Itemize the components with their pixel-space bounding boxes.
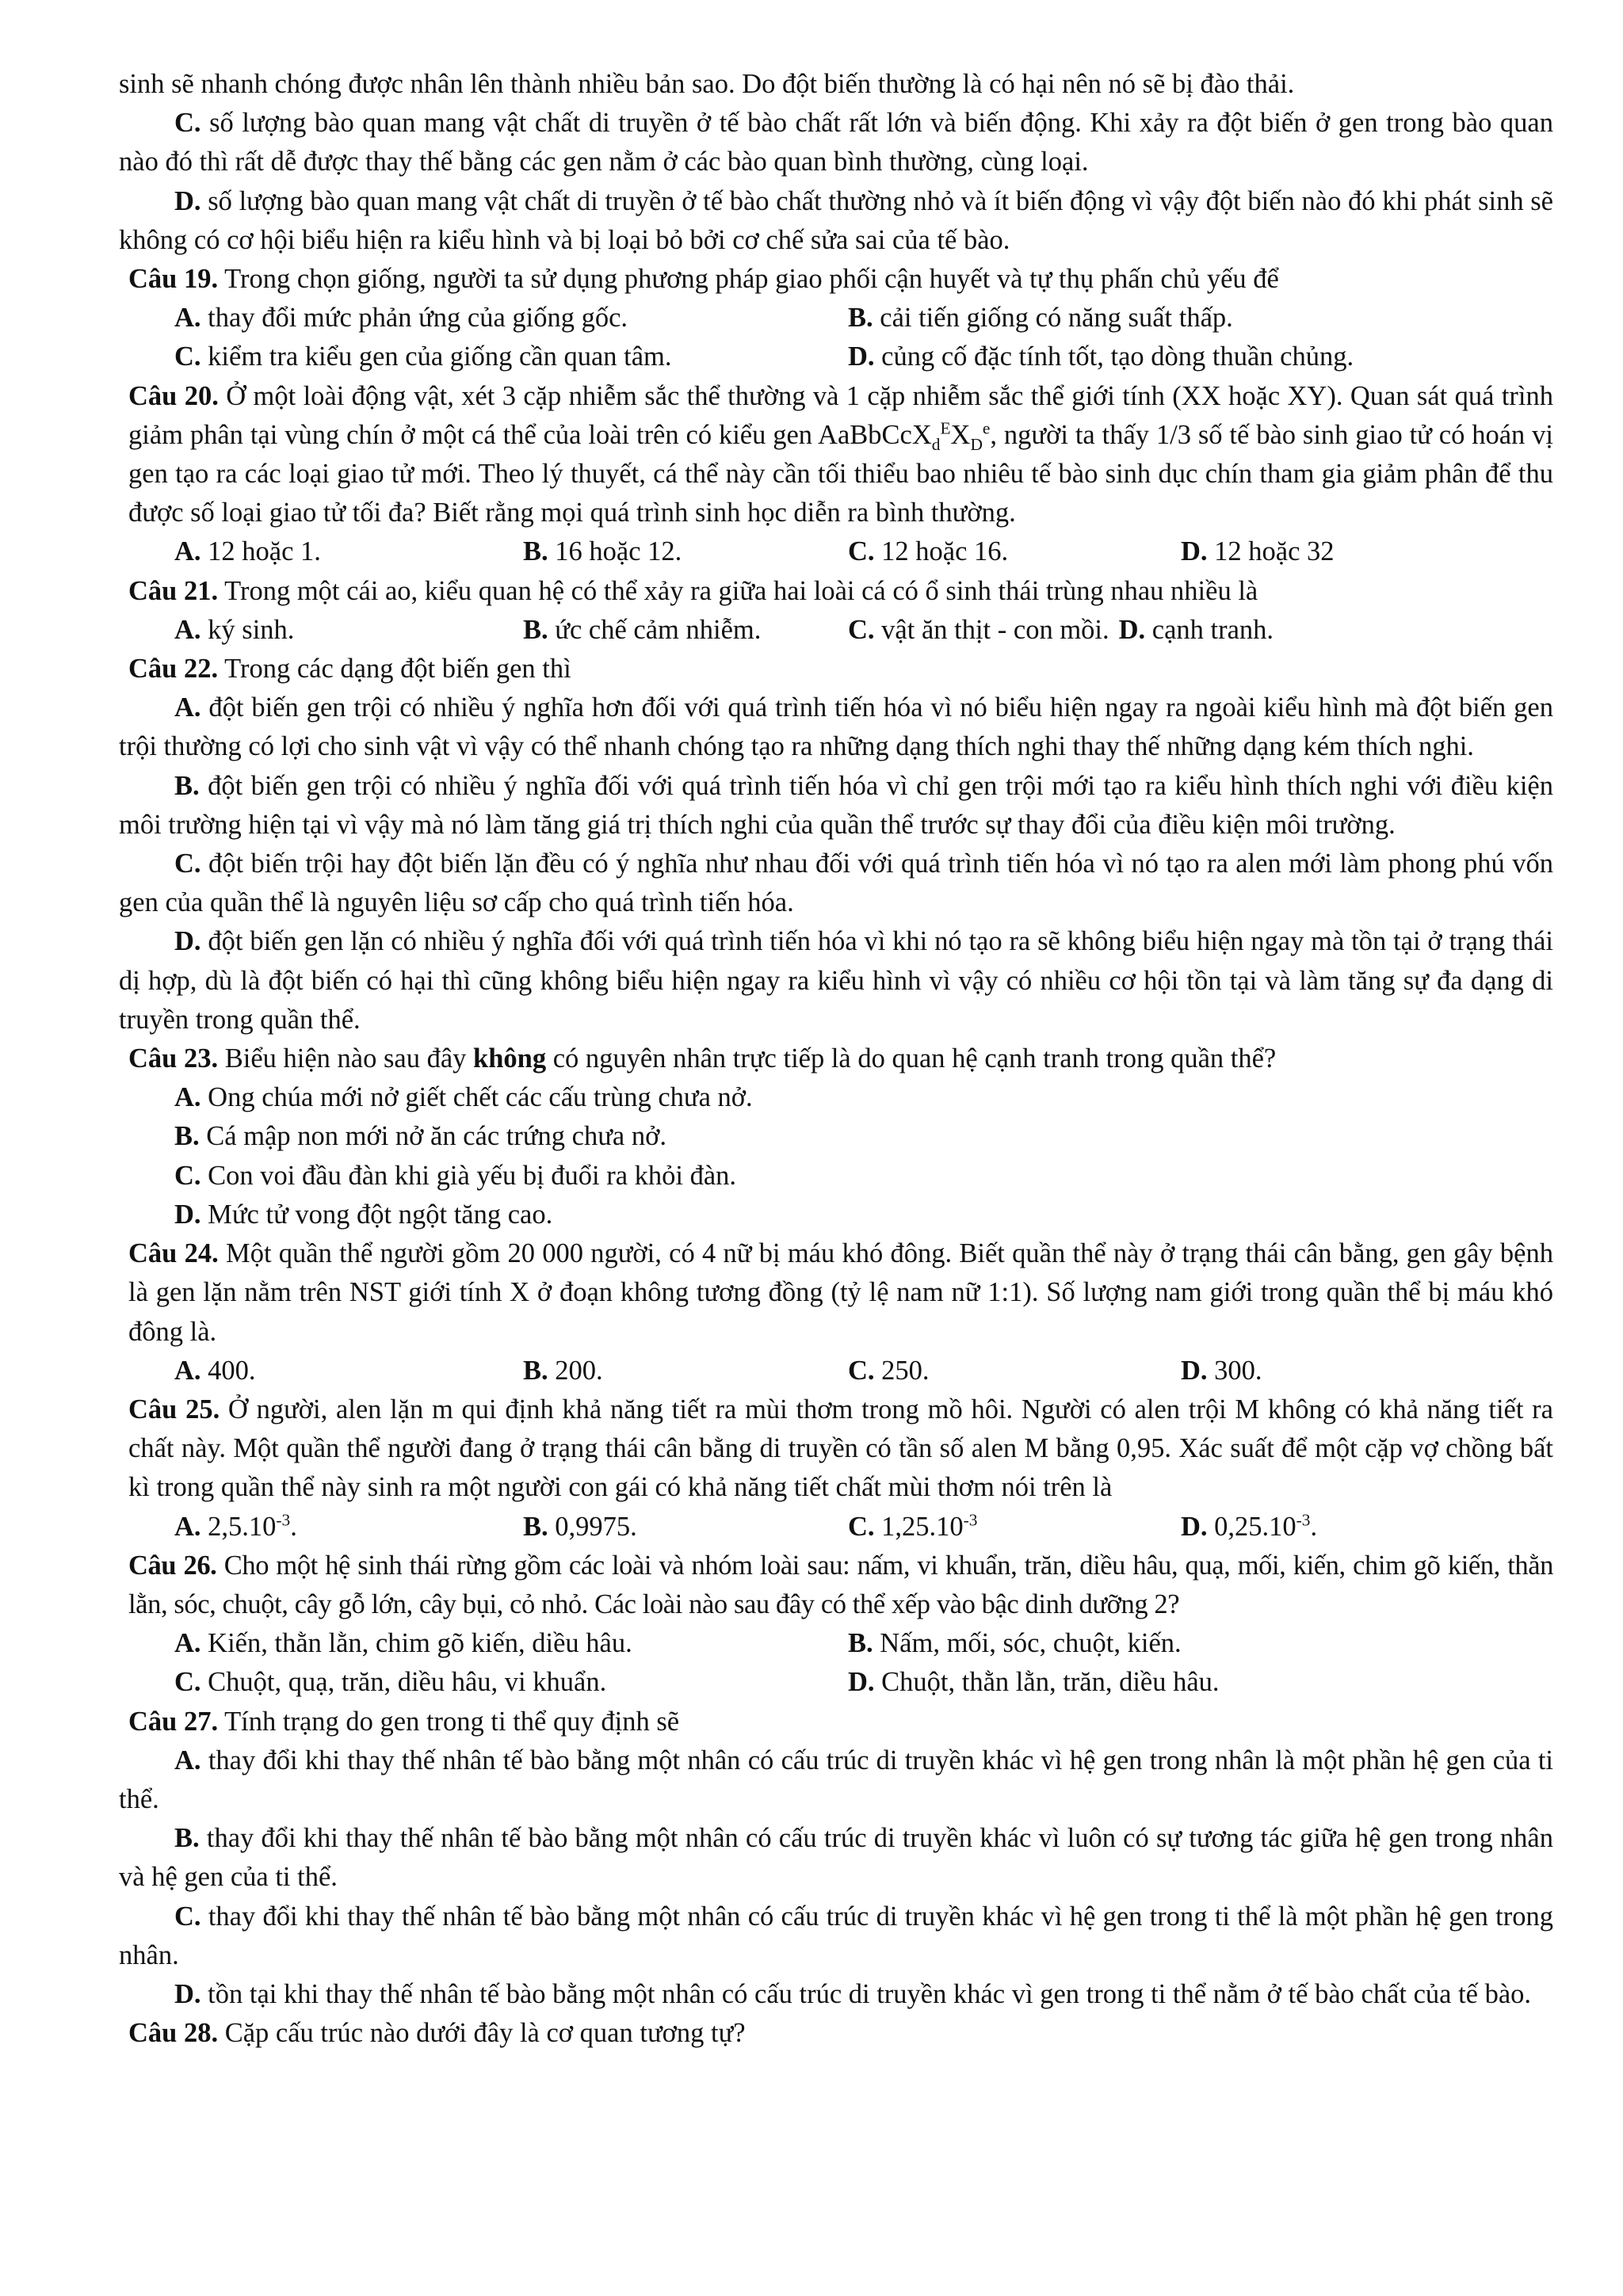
q27-option-a xyxy=(119,1741,1553,1819)
option-label: B. xyxy=(174,1823,200,1854)
q26-option-b xyxy=(848,1624,1182,1663)
option-label: C. xyxy=(174,108,201,139)
question-stem: Ở người, alen lặn m qui định khả năng tiết ra mùi thơm trong mồ hôi. Người có alen trội M không có khả năng tiết ra chất này. Một quần thể người đang ở trạng thái cân bằng di truyền có tần số alen M bằng 0,95. Xác suất để một cặp vợ chồng bất kì trong quần thể này sinh ra một người con gái có khả năng tiết chất mùi thơm nói trên là xyxy=(128,1394,1553,1503)
q19-option-d xyxy=(848,338,1354,376)
question-label: Câu 24. xyxy=(128,1238,219,1269)
option-text: ức chế cảm nhiễm. xyxy=(548,614,762,645)
q21-option-c xyxy=(848,611,1109,650)
option-text: cạnh tranh. xyxy=(1145,614,1274,645)
question-label: Câu 19. xyxy=(128,264,219,295)
option-label: D. xyxy=(174,1199,201,1230)
option-label: D. xyxy=(1118,614,1146,645)
q21-option-b xyxy=(523,611,848,650)
question-28 xyxy=(119,2014,1553,2053)
q24-option-c xyxy=(848,1352,1181,1390)
option-label: D. xyxy=(1181,1355,1208,1386)
option-text: số lượng bào quan mang vật chất di truyền ở tế bào chất thường nhỏ và ít biến động vì vậy đột biến nào đó khi phát sinh sẽ không có cơ hội biểu hiện ra kiểu hình và bị loại bỏ bởi cơ chế sửa sai của tế bào. xyxy=(119,185,1553,255)
question-stem-cont: , người ta thấy 1/3 số tế bào sinh giao tử có hoán vị gen tạo ra các loại giao tử mới. Theo lý thuyết, cá thể này cần tối thiểu bao nhiêu tế bào sinh dục chín tham gia giảm phân để thu được số loại giao tử tối đa? Biết rằng mọi quá trình sinh học diễn ra bình thường. xyxy=(128,419,1553,528)
option-label: C. xyxy=(848,1511,875,1542)
option-label: D. xyxy=(174,185,201,216)
q23-option-c xyxy=(119,1157,1553,1196)
option-text: củng cố đặc tính tốt, tạo dòng thuần chủng. xyxy=(874,341,1354,372)
q25-option-a xyxy=(174,1508,523,1547)
question-24 xyxy=(119,1234,1553,1352)
q20-option-b xyxy=(523,532,848,571)
option-label: D. xyxy=(174,1978,201,2009)
option-text: Kiến, thằn lằn, chim gõ kiến, diều hâu. xyxy=(200,1628,632,1659)
q23-option-a xyxy=(119,1078,1553,1117)
option-label: A. xyxy=(174,1511,201,1542)
q26-option-c xyxy=(174,1663,848,1702)
q22-option-a xyxy=(119,688,1553,766)
option-text: Cá mập non mới nở ăn các trứng chưa nở. xyxy=(199,1121,666,1152)
question-19 xyxy=(119,260,1553,299)
question-22 xyxy=(119,650,1553,688)
question-label: Câu 20. xyxy=(128,380,219,411)
q19-options-row-1 xyxy=(119,299,1553,338)
question-label: Câu 28. xyxy=(128,2018,219,2049)
q26-option-a xyxy=(174,1624,848,1663)
option-label: B. xyxy=(174,770,200,801)
option-tail: . xyxy=(290,1511,297,1542)
q19-option-b xyxy=(848,299,1233,338)
q24-option-b xyxy=(523,1352,848,1390)
question-label: Câu 27. xyxy=(128,1706,219,1737)
q22-option-b xyxy=(119,767,1553,845)
option-text: Ong chúa mới nở giết chết các cấu trùng chưa nở. xyxy=(200,1082,753,1113)
option-text: thay đổi khi thay thế nhân tế bào bằng một nhân có cấu trúc di truyền khác vì hệ gen trong ti thể là một phần hệ gen trong nhân. xyxy=(119,1901,1553,1970)
option-label: C. xyxy=(848,614,875,645)
question-label: Câu 26. xyxy=(128,1550,217,1581)
q26-options-row-1 xyxy=(119,1624,1553,1663)
option-text: đột biến gen lặn có nhiều ý nghĩa đối với quá trình tiến hóa vì khi nó tạo ra sẽ không biểu hiện ngay mà tồn tại ở trạng thái dị hợp, dù là đột biến có hại thì cũng không biểu hiện ngay ra kiểu hình vì vậy có nhiều cơ hội tồn tại và làm tăng sự đa dạng di truyền trong quần thể. xyxy=(119,926,1553,1035)
question-stem: Trong các dạng đột biến gen thì xyxy=(218,654,571,685)
option-label: B. xyxy=(523,536,548,567)
q26-options-row-2 xyxy=(119,1663,1553,1702)
question-stem: Ở một loài động vật, xét 3 cặp nhiễm sắc thể thường và 1 cặp nhiễm sắc thể giới tính (XX hoặc XY). Quan sát quá trình giảm phân tại vùng chín ở một cá thể của loài trên có kiểu gen AaBbCcX xyxy=(128,380,1553,450)
q23-option-d xyxy=(119,1196,1553,1234)
option-label: C. xyxy=(174,849,201,879)
question-stem-cont: có nguyên nhân trực tiếp là do quan hệ cạnh tranh trong quần thể? xyxy=(546,1043,1277,1074)
genotype-sub: d xyxy=(931,434,941,454)
option-text: 300. xyxy=(1207,1355,1262,1386)
option-text: đột biến gen trội có nhiều ý nghĩa hơn đối với quá trình tiến hóa vì nó biểu hiện ngay ra ngoài kiểu hình mà đột biến gen trội thường có lợi cho sinh vật vì vậy có thể nhanh chóng tạo ra những dạng thích nghi thay thế những dạng kém thích nghi. xyxy=(119,692,1553,762)
option-label: A. xyxy=(174,1628,201,1659)
q25-options xyxy=(119,1508,1553,1547)
option-label: D. xyxy=(848,341,875,372)
option-label: B. xyxy=(523,614,548,645)
option-text: 1,25.10 xyxy=(874,1511,964,1542)
option-text: 400. xyxy=(200,1355,256,1386)
q24-option-a xyxy=(174,1352,523,1390)
q19-option-a xyxy=(174,299,848,338)
option-label: A. xyxy=(174,692,201,723)
q25-option-b xyxy=(523,1508,848,1547)
option-text: Nấm, mối, sóc, chuột, kiến. xyxy=(873,1628,1182,1659)
option-text: Mức tử vong đột ngột tăng cao. xyxy=(200,1199,553,1230)
exponent: -3 xyxy=(963,1510,978,1530)
question-23 xyxy=(119,1039,1553,1078)
option-label: B. xyxy=(523,1355,548,1386)
option-label: C. xyxy=(848,536,875,567)
option-label: B. xyxy=(174,1121,200,1152)
question-21 xyxy=(119,572,1553,611)
genotype-x: X xyxy=(950,419,971,450)
genotype-sup: E xyxy=(940,418,951,438)
option-label: A. xyxy=(174,614,201,645)
question-stem: Biểu hiện nào sau đây xyxy=(218,1043,474,1074)
continued-text: sinh sẽ nhanh chóng được nhân lên thành nhiều bản sao. Do đột biến thường là có hại nên nó sẽ bị đào thải. xyxy=(119,69,1295,99)
option-text: đột biến trội hay đột biến lặn đều có ý nghĩa như nhau đối với quá trình tiến hóa vì nó tạo ra alen mới làm phong phú vốn gen của quần thể là nguyên liệu sơ cấp cho quá trình tiến hóa. xyxy=(119,849,1553,918)
option-text: ký sinh. xyxy=(200,614,295,645)
option-text: Chuột, thằn lằn, trăn, diều hâu. xyxy=(874,1667,1220,1698)
option-label: D. xyxy=(174,926,201,957)
option-label: C. xyxy=(174,341,201,372)
q20-options xyxy=(119,532,1553,571)
option-label: B. xyxy=(848,1628,873,1659)
option-text: cải tiến giống có năng suất thấp. xyxy=(873,303,1233,334)
option-label: C. xyxy=(174,1667,201,1698)
option-text: 2,5.10 xyxy=(200,1511,277,1542)
option-text: 12 hoặc 1. xyxy=(200,536,321,567)
option-label: C. xyxy=(174,1160,201,1191)
option-text: 12 hoặc 16. xyxy=(874,536,1009,567)
q20-option-c xyxy=(848,532,1181,571)
q27-option-b xyxy=(119,1819,1553,1897)
option-label: D. xyxy=(1181,536,1208,567)
question-stem: Một quần thể người gồm 20 000 người, có 4 nữ bị máu khó đông. Biết quần thể này ở trạng thái cân bằng, gen gây bệnh là gen lặn nằm trên NST giới tính X ở đoạn không tương đồng (tỷ lệ nam nữ 1:1). Số lượng nam giới trong quần thể bị máu khó đông là. xyxy=(128,1238,1553,1347)
q24-options xyxy=(119,1352,1553,1390)
question-stem: Trong một cái ao, kiểu quan hệ có thể xảy ra giữa hai loài cá có ổ sinh thái trùng nhau nhiều là xyxy=(218,575,1258,606)
option-label: D. xyxy=(1181,1511,1208,1542)
option-label: B. xyxy=(848,303,873,334)
q21-option-d xyxy=(1119,611,1274,650)
option-text: Con voi đầu đàn khi già yếu bị đuổi ra khỏi đàn. xyxy=(200,1160,737,1191)
q18-option-d xyxy=(119,182,1553,260)
option-text: Chuột, quạ, trăn, diều hâu, vi khuẩn. xyxy=(200,1667,607,1698)
option-text: thay đổi khi thay thế nhân tế bào bằng một nhân có cấu trúc di truyền khác vì hệ gen trong nhân là một phần hệ gen của ti thể. xyxy=(119,1745,1553,1814)
option-text: 0,25.10 xyxy=(1207,1511,1296,1542)
question-25 xyxy=(119,1390,1553,1508)
exponent: -3 xyxy=(1296,1510,1311,1530)
question-label: Câu 22. xyxy=(128,654,219,685)
question-26 xyxy=(119,1547,1553,1624)
q27-option-d xyxy=(119,1975,1553,2014)
q21-options xyxy=(119,611,1553,650)
option-text: 12 hoặc 32 xyxy=(1207,536,1335,567)
option-label: D. xyxy=(848,1667,875,1698)
option-text: vật ăn thịt - con mồi. xyxy=(874,614,1109,645)
q20-option-a xyxy=(174,532,523,571)
option-label: A. xyxy=(174,1745,201,1775)
option-text: 0,9975. xyxy=(548,1511,637,1542)
option-text: 250. xyxy=(874,1355,930,1386)
question-emphasis: không xyxy=(473,1043,547,1074)
question-27 xyxy=(119,1703,1553,1741)
option-text: kiểm tra kiểu gen của giống cần quan tâm. xyxy=(200,341,672,372)
option-text: 200. xyxy=(548,1355,603,1386)
question-20 xyxy=(119,377,1553,533)
q20-option-d xyxy=(1181,532,1335,571)
option-label: A. xyxy=(174,1082,201,1113)
genotype-sub: D xyxy=(970,434,983,454)
option-text: số lượng bào quan mang vật chất di truyền ở tế bào chất rất lớn và biến động. Khi xảy ra đột biến ở gen trong bào quan nào đó thì rất dễ được thay thế bằng các gen nằm ở các bào quan bình thường, cùng loại. xyxy=(119,108,1553,177)
q22-option-d xyxy=(119,922,1553,1039)
question-stem: Trong chọn giống, người ta sử dụng phương pháp giao phối cận huyết và tự thụ phấn chủ yếu để xyxy=(218,264,1279,295)
q18-option-c xyxy=(119,104,1553,181)
q23-option-b xyxy=(119,1117,1553,1156)
option-label: A. xyxy=(174,1355,201,1386)
q26-option-d xyxy=(848,1663,1220,1702)
option-tail: . xyxy=(1310,1511,1318,1542)
question-stem: Cho một hệ sinh thái rừng gồm các loài và nhóm loài sau: nấm, vi khuẩn, trăn, diều hâu, quạ, mối, kiến, chim gõ kiến, thằn lằn, sóc, chuột, cây gỗ lớn, cây bụi, cỏ nhỏ. Các loài nào sau đây có thể xếp vào bậc dinh dưỡng 2? xyxy=(128,1550,1553,1619)
question-label: Câu 25. xyxy=(128,1394,220,1425)
option-text: thay đổi khi thay thế nhân tế bào bằng một nhân có cấu trúc di truyền khác vì luôn có sự tương tác giữa hệ gen trong nhân và hệ gen của ti thể. xyxy=(119,1823,1553,1893)
option-label: B. xyxy=(523,1511,548,1542)
q21-option-a xyxy=(174,611,523,650)
exam-page xyxy=(119,65,1553,2053)
q19-option-c xyxy=(174,338,848,376)
q19-options-row-2 xyxy=(119,338,1553,376)
question-stem: Cặp cấu trúc nào dưới đây là cơ quan tương tự? xyxy=(218,2018,746,2049)
genotype-sup: e xyxy=(982,418,991,438)
option-text: thay đổi mức phản ứng của giống gốc. xyxy=(200,303,628,334)
exponent: -3 xyxy=(276,1510,291,1530)
option-text: đột biến gen trội có nhiều ý nghĩa đối với quá trình tiến hóa vì chỉ gen trội mới tạo ra kiểu hình thích nghi với điều kiện môi trường hiện tại vì vậy mà nó làm tăng giá trị thích nghi của quần thể trước sự thay đổi của điều kiện môi trường. xyxy=(119,770,1553,840)
option-text: 16 hoặc 12. xyxy=(548,536,682,567)
option-label: A. xyxy=(174,536,201,567)
option-label: C. xyxy=(848,1355,875,1386)
q25-option-c xyxy=(848,1508,1181,1547)
option-label: A. xyxy=(174,303,201,334)
option-text: tồn tại khi thay thế nhân tế bào bằng một nhân có cấu trúc di truyền khác vì gen trong ti thể nằm ở tế bào chất của tế bào. xyxy=(200,1978,1532,2009)
q27-option-c xyxy=(119,1897,1553,1975)
q22-option-c xyxy=(119,845,1553,922)
question-label: Câu 23. xyxy=(128,1043,219,1074)
question-stem: Tính trạng do gen trong ti thể quy định sẽ xyxy=(218,1706,680,1737)
q25-option-d xyxy=(1181,1508,1317,1547)
option-label: C. xyxy=(174,1901,201,1932)
question-label: Câu 21. xyxy=(128,575,219,606)
q24-option-d xyxy=(1181,1352,1262,1390)
